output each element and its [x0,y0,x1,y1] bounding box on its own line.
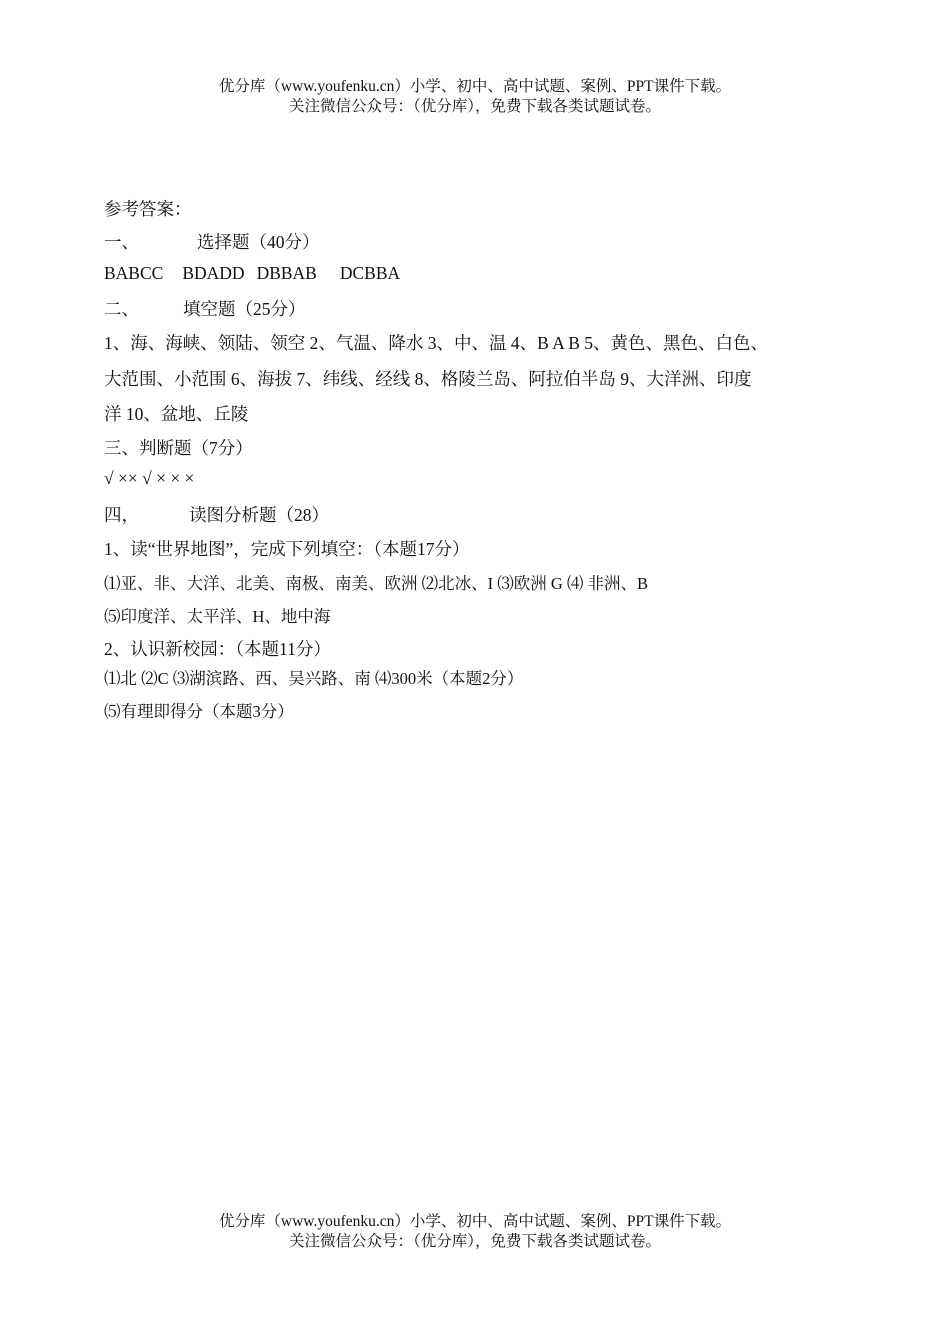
answer-group: BDADD [182,263,245,283]
header-line-1: 优分库（www.youfenku.cn）小学、初中、高中试题、案例、PPT课件下载。 [218,78,732,95]
section-2-line-2: 大范围、小范围 6、海拔 7、纬线、经线 8、格陵兰岛、阿拉伯半岛 9、大洋洲、印度 [104,369,752,389]
section-4-heading [104,502,329,527]
section-2-heading [104,296,306,321]
question-2-title: 2、认识新校园：（本题11分） [104,639,331,659]
question-1-line-1: ⑴亚、非、大洋、北美、南极、南美、欧洲 ⑵北冰、I ⑶欧洲 G ⑷ 非洲、B [104,574,649,593]
answers-title: 参考答案： [104,199,192,219]
question-2-line-1: ⑴北 ⑵C ⑶湖滨路、西、吴兴路、南 ⑷300米（本题2分） [104,669,524,688]
question-1-title: 1、读“世界地图”，完成下列填空：（本题17分） [104,539,470,559]
section-2-title: 填空题（25分） [183,299,306,319]
question-2-line-2: ⑸有理即得分（本题3分） [104,702,294,721]
section-1-heading [104,229,320,254]
footer-line-1: 优分库（www.youfenku.cn）小学、初中、高中试题、案例、PPT课件下载。 [218,1213,732,1230]
footer-line-2: 关注微信公众号：（优分库），免费下载各类试题试卷。 [288,1233,661,1250]
section-1-answers [104,263,400,284]
answer-group: DBBAB [256,263,317,283]
section-2-number: 二、 [104,299,139,319]
section-1-title: 选择题（40分） [197,232,320,252]
question-1-line-2: ⑸印度洋、太平洋、H、地中海 [104,607,331,626]
section-3-marks: √ ×× √ × × × [104,468,195,488]
answer-group: BABCC [104,263,164,283]
section-3-heading: 三、判断题（7分） [104,438,253,458]
section-1-number: 一、 [104,232,139,252]
answer-group: DCBBA [339,263,401,283]
page-header [0,77,950,117]
header-line-2: 关注微信公众号：（优分库），免费下载各类试题试卷。 [288,98,661,115]
section-2-line-3: 洋 10、盆地、丘陵 [104,404,249,424]
page-footer [0,1212,950,1252]
section-4-number: 四， [104,505,139,525]
section-2-line-1: 1、海、海峡、领陆、领空 2、气温、降水 3、中、温 4、B A B 5、黄色、黑色、白色、 [104,333,769,353]
section-4-title: 读图分析题（28） [189,505,329,525]
